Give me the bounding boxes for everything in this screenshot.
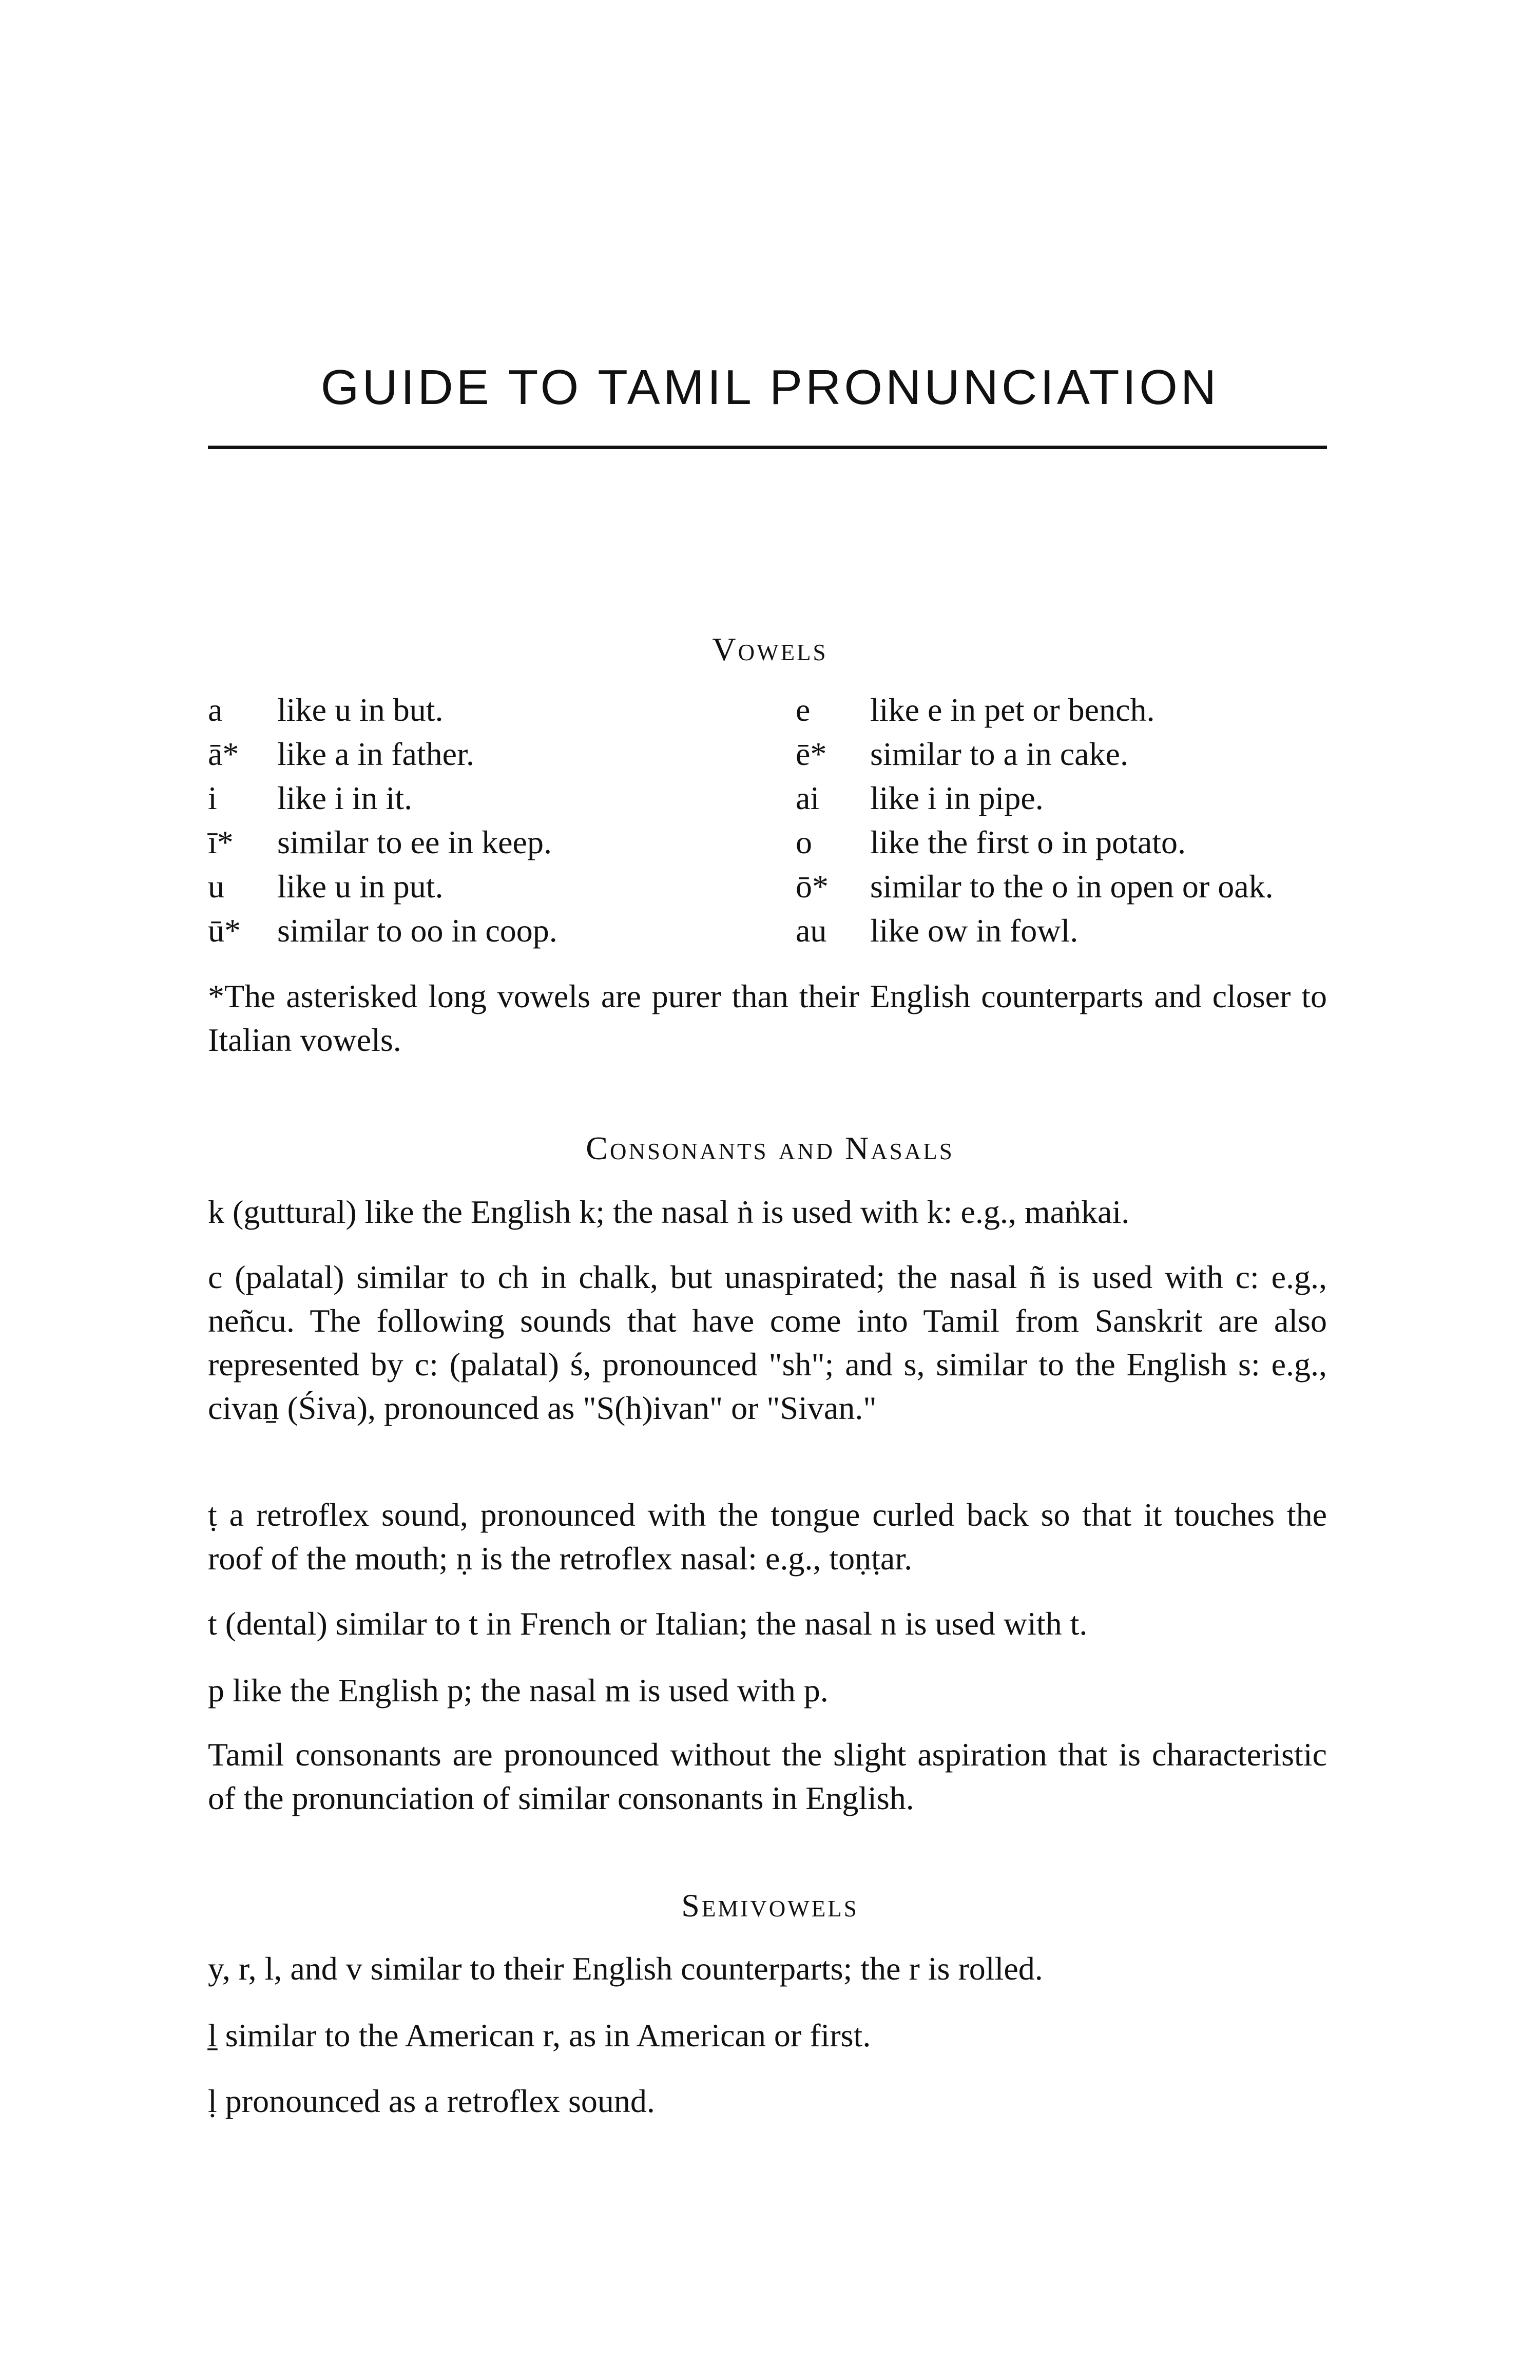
vowel-symbol: u: [208, 868, 224, 905]
vowel-row: [796, 820, 1274, 865]
consonant-t: [208, 1602, 1327, 1645]
vowel-symbol: ū*: [208, 912, 241, 949]
vowel-row: [208, 688, 557, 732]
consonant-retroflex-t-text: ṭ a retroflex sound, pronounced with the tongue curled back so that it touches the roof of the mouth; ṇ is the retroflex nasal: e.g., toṇṭar.: [208, 1496, 1327, 1577]
vowel-symbol: au: [796, 912, 827, 949]
consonant-k: [208, 1190, 1327, 1234]
vowel-description: similar to the o in open or oak.: [870, 868, 1274, 905]
vowel-description: like i in it.: [277, 780, 413, 816]
vowel-row: [796, 776, 1274, 820]
semivowels-heading: Semivowels: [681, 1887, 859, 1924]
vowels-left-column: [208, 688, 557, 953]
vowel-symbol: ā*: [208, 736, 239, 772]
vowel-description: similar to a in cake.: [870, 736, 1128, 772]
vowel-description: like the first o in potato.: [870, 824, 1186, 860]
vowel-description: similar to ee in keep.: [277, 824, 552, 860]
semivowel-zh: [208, 2013, 1327, 2057]
vowels-right-column: [796, 688, 1274, 953]
vowels-heading: Vowels: [712, 631, 828, 667]
vowel-row: [796, 688, 1274, 732]
vowel-symbol: ai: [796, 780, 820, 816]
vowel-row: [208, 909, 557, 953]
consonant-c: [208, 1255, 1327, 1430]
consonants-note: [208, 1733, 1327, 1820]
vowel-symbol: a: [208, 692, 223, 728]
consonant-c-text: c (palatal) similar to ch in chalk, but unaspirated; the nasal ñ is used with c: e.g., neñcu. The following sounds that have come into Tamil from Sanskrit are also represented by c: (palatal) ś, pronounced "sh"; and s, similar to the English s: e.g., civaṉ (Śiva), pronounced as "S(h)ivan" or "Sivan.": [208, 1259, 1327, 1426]
vowel-row: [208, 820, 557, 865]
semivowel-ll-text: ḷ pronounced as a retroflex sound.: [208, 2083, 655, 2119]
semivowel-zh-text: ḻ similar to the American r, as in American or first.: [208, 2017, 871, 2053]
vowel-row: [796, 732, 1274, 776]
vowel-symbol: e: [796, 692, 811, 728]
consonant-p: [208, 1668, 1327, 1712]
page-title: GUIDE TO TAMIL PRONUNCIATION: [320, 360, 1220, 415]
vowel-symbol: ī*: [208, 824, 234, 860]
vowel-row: [208, 865, 557, 909]
vowel-description: like i in pipe.: [870, 780, 1044, 816]
vowel-row: [208, 776, 557, 820]
vowel-row: [796, 909, 1274, 953]
vowel-row: [796, 865, 1274, 909]
semivowel-ll: [208, 2079, 1327, 2123]
vowel-description: like u in but.: [277, 692, 444, 728]
vowel-symbol: ō*: [796, 868, 829, 905]
semivowel-yrlv: [208, 1947, 1327, 1990]
consonant-k-text: k (guttural) like the English k; the nasal ṅ is used with k: e.g., maṅkai.: [208, 1194, 1130, 1230]
vowel-description: similar to oo in coop.: [277, 912, 557, 949]
consonants-heading: Consonants and Nasals: [586, 1130, 954, 1166]
consonant-t-text: t (dental) similar to t in French or Italian; the nasal n is used with t.: [208, 1605, 1088, 1642]
consonant-retroflex-t: [208, 1493, 1327, 1580]
vowel-description: like ow in fowl.: [870, 912, 1079, 949]
vowel-row: [208, 732, 557, 776]
vowel-description: like a in father.: [277, 736, 474, 772]
vowel-description: like u in put.: [277, 868, 444, 905]
semivowel-yrlv-text: y, r, l, and v similar to their English counterparts; the r is rolled.: [208, 1950, 1043, 1987]
consonants-note-text: Tamil consonants are pronounced without the slight aspiration that is characteristic of the pronunciation of similar consonants in English.: [208, 1736, 1327, 1816]
vowel-symbol: i: [208, 780, 217, 816]
vowels-note: [208, 974, 1327, 1062]
title-rule: [208, 446, 1327, 449]
consonant-p-text: p like the English p; the nasal m is used with p.: [208, 1672, 829, 1709]
vowel-description: like e in pet or bench.: [870, 692, 1155, 728]
vowel-symbol: ē*: [796, 736, 827, 772]
vowel-symbol: o: [796, 824, 812, 860]
vowels-note-text: *The asterisked long vowels are purer than their English counterparts and closer to Italian vowels.: [208, 978, 1327, 1058]
